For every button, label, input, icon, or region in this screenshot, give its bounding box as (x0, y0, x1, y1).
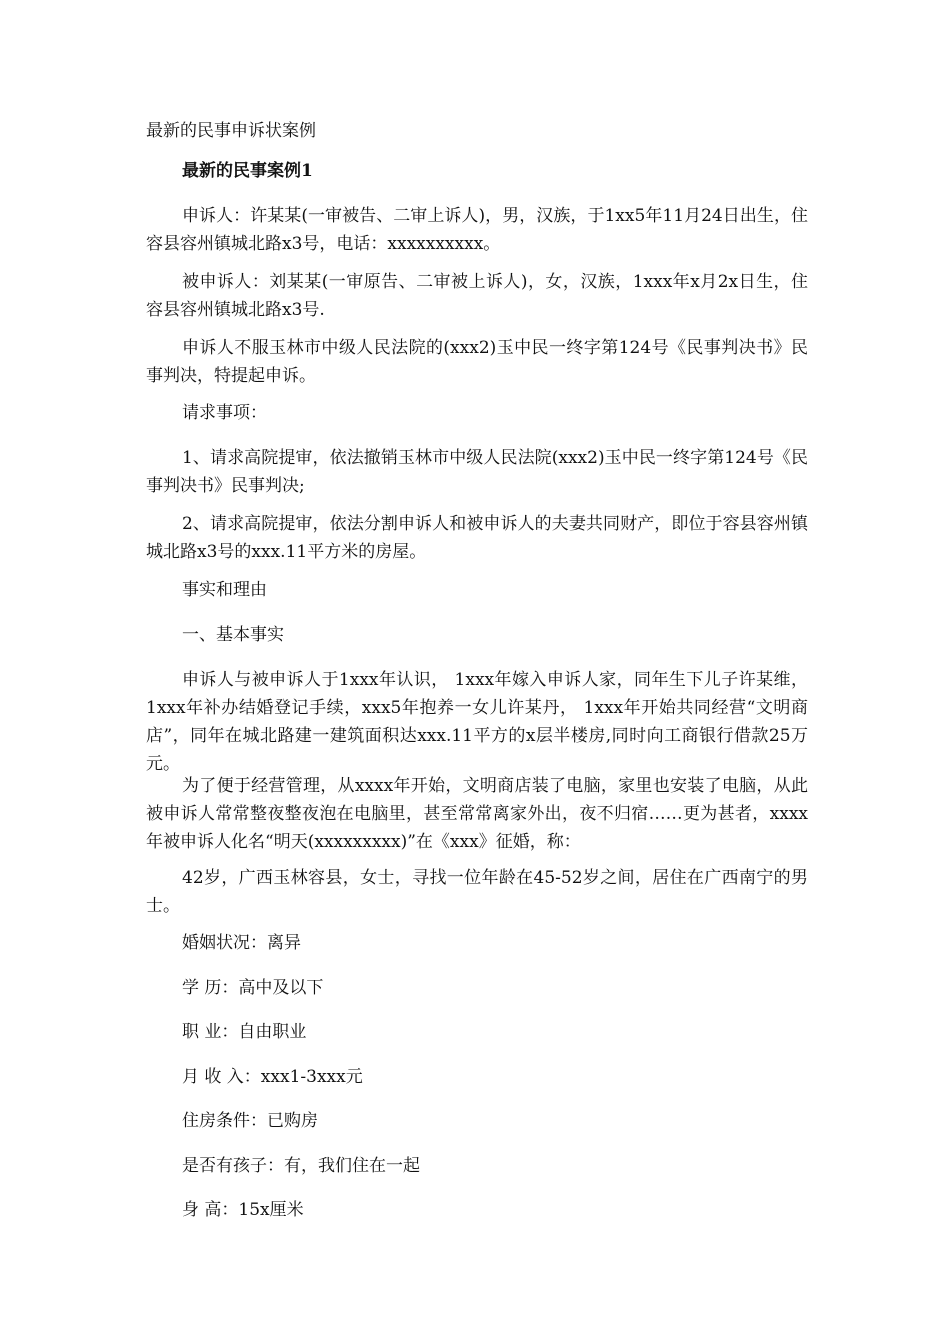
paragraph-marital: 婚姻状况：离异 (182, 933, 301, 953)
paragraph-height: 身 高：15x厘米 (182, 1200, 304, 1220)
paragraph-occupation: 职 业：自由职业 (182, 1022, 307, 1042)
document-title: 最新的民事申诉状案例 (146, 121, 316, 141)
paragraph-facts-heading: 事实和理由 (182, 580, 267, 600)
paragraph-appellant: 申诉人：许某某(一审被告、二审上诉人)，男，汉族，于1xx5年11月24日出生，住容县容州镇城北路x3号，电话：xxxxxxxxxx。 (146, 206, 808, 254)
paragraph-education: 学 历：高中及以下 (182, 978, 324, 998)
paragraph-requests-heading: 请求事项： (182, 403, 267, 423)
paragraph-basic-facts: 一、基本事实 (182, 625, 284, 645)
paragraph-housing: 住房条件：已购房 (182, 1111, 318, 1131)
paragraph-statement: 申诉人不服玉林市中级人民法院的(xxx2)玉中民一终字第124号《民事判决书》民事判决，特提起申诉。 (146, 338, 808, 386)
paragraph-request-2: 2、请求高院提审，依法分割申诉人和被申诉人的夫妻共同财产，即位于容县容州镇城北路x3号的xxx.11平方米的房屋。 (146, 514, 808, 562)
paragraph-facts-2: 为了便于经营管理，从xxxx年开始，文明商店装了电脑，家里也安装了电脑，从此被申诉人常常整夜整夜泡在电脑里，甚至常常离家外出，夜不归宿……更为甚者，xxxx年被申诉人化名“明天(xxxxxxxxx)”在《xxx》征婚，称： (146, 776, 808, 852)
paragraph-respondent: 被申诉人：刘某某(一审原告、二审被上诉人)，女，汉族，1xxx年x月2x日生，住容县容州镇城北路x3号. (146, 272, 808, 320)
paragraph-ad-text: 42岁，广西玉林容县，女士，寻找一位年龄在45-52岁之间，居住在广西南宁的男士。 (146, 868, 808, 916)
paragraph-income: 月 收 入：xxx1-3xxx元 (182, 1067, 363, 1087)
paragraph-request-1: 1、请求高院提审，依法撤销玉林市中级人民法院(xxx2)玉中民一终字第124号《民事判决书》民事判决; (146, 448, 808, 496)
paragraph-children: 是否有孩子：有，我们住在一起 (182, 1156, 420, 1176)
paragraph-facts-1: 申诉人与被申诉人于1xxx年认识， 1xxx年嫁入申诉人家，同年生下儿子许某维，1xxx年补办结婚登记手续，xxx5年抱养一女儿许某丹， 1xxx年开始共同经营“文明商店”，同年在城北路建一建筑面积达xxx.11平方的x层半楼房,同时向工商银行借款25万元。 (146, 670, 808, 774)
section-heading: 最新的民事案例1 (182, 161, 313, 181)
